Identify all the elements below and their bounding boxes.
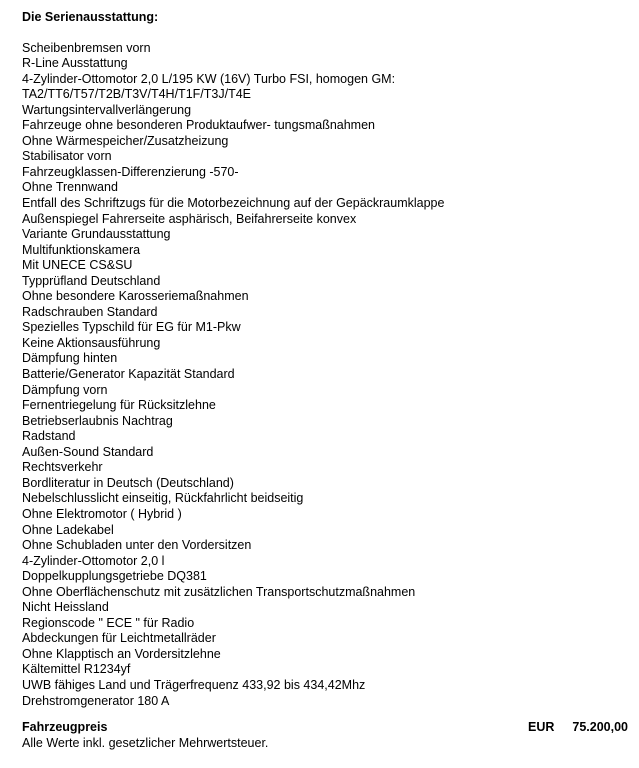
equipment-line: Ohne Ladekabel	[22, 522, 114, 537]
equipment-line: Variante Grundausstattung	[22, 227, 171, 242]
equipment-line: Außen-Sound Standard	[22, 444, 154, 459]
equipment-line: Betriebserlaubnis Nachtrag	[22, 413, 173, 428]
currency-label: EUR	[527, 720, 555, 735]
equipment-line: Multifunktionskamera	[22, 242, 141, 257]
equipment-line: Entfall des Schriftzugs für die Motorbezeichnung auf der Gepäckraumklappe	[22, 196, 445, 211]
equipment-line: Wartungsintervallverlängerung	[22, 102, 192, 117]
equipment-line: Kältemittel R1234yf	[22, 662, 131, 677]
equipment-line: Fernentriegelung für Rücksitzlehne	[22, 398, 216, 413]
equipment-line: Ohne Klapptisch an Vordersitzlehne	[22, 646, 221, 661]
price-amount: 75.200,00	[572, 720, 628, 735]
equipment-line: Ohne Elektromotor ( Hybrid )	[22, 506, 182, 521]
equipment-line: TA2/TT6/T57/T2B/T3V/T4H/T1F/T3J/T4E	[22, 87, 251, 102]
equipment-line: Nebelschlusslicht einseitig, Rückfahrlicht beidseitig	[22, 491, 304, 506]
equipment-line: Außenspiegel Fahrerseite asphärisch, Beifahrerseite konvex	[22, 211, 357, 226]
equipment-line: Batterie/Generator Kapazität Standard	[22, 367, 235, 382]
equipment-line: Ohne Oberflächenschutz mit zusätzlichen Transportschutzmaßnahmen	[22, 584, 416, 599]
equipment-line: Ohne Schubladen unter den Vordersitzen	[22, 538, 252, 553]
equipment-line: Fahrzeuge ohne besonderen Produktaufwer- tungsmaßnahmen	[22, 118, 375, 133]
equipment-line: Dämpfung hinten	[22, 351, 118, 366]
price-row	[22, 720, 628, 736]
equipment-line: Fahrzeugklassen-Differenzierung -570-	[22, 164, 239, 179]
equipment-line: Drehstromgenerator 180 A	[22, 693, 170, 708]
equipment-line: Ohne Wärmespeicher/Zusatzheizung	[22, 133, 229, 148]
equipment-line: 4-Zylinder-Ottomotor 2,0 l	[22, 553, 165, 568]
equipment-line: Radschrauben Standard	[22, 304, 158, 319]
vat-note: Alle Werte inkl. gesetzlicher Mehrwertsteuer.	[22, 735, 269, 750]
equipment-line: UWB fähiges Land und Trägerfrequenz 433,92 bis 434,42Mhz	[22, 677, 366, 692]
equipment-line: Stabilisator vorn	[22, 149, 112, 164]
equipment-line: Spezielles Typschild für EG für M1-Pkw	[22, 320, 241, 335]
equipment-line: Abdeckungen für Leichtmetallräder	[22, 631, 216, 646]
price-label: Fahrzeugpreis	[22, 720, 108, 735]
equipment-line: Scheibenbremsen vorn	[22, 40, 151, 55]
equipment-line: Typprüfland Deutschland	[22, 273, 161, 288]
equipment-line: Keine Aktionsausführung	[22, 335, 161, 350]
price-value-group	[528, 720, 628, 736]
equipment-line: 4-Zylinder-Ottomotor 2,0 L/195 KW (16V) Turbo FSI, homogen GM:	[22, 71, 396, 86]
document-title: Die Serienausstattung:	[22, 10, 159, 24]
equipment-line: R-Line Ausstattung	[22, 56, 128, 71]
equipment-line: Dämpfung vorn	[22, 382, 108, 397]
equipment-list	[22, 41, 628, 710]
equipment-line: Nicht Heissland	[22, 600, 109, 615]
equipment-line: Mit UNECE CS&SU	[22, 258, 133, 273]
equipment-line: Radstand	[22, 429, 76, 444]
equipment-line: Ohne Trennwand	[22, 180, 118, 195]
equipment-line: Ohne besondere Karosseriemaßnahmen	[22, 289, 249, 304]
price-footer	[22, 720, 628, 751]
equipment-line: Bordliteratur in Deutsch (Deutschland)	[22, 475, 234, 490]
equipment-line: Regionscode " ECE " für Radio	[22, 615, 195, 630]
equipment-line: Doppelkupplungsgetriebe DQ381	[22, 569, 207, 584]
equipment-line: Rechtsverkehr	[22, 460, 103, 475]
